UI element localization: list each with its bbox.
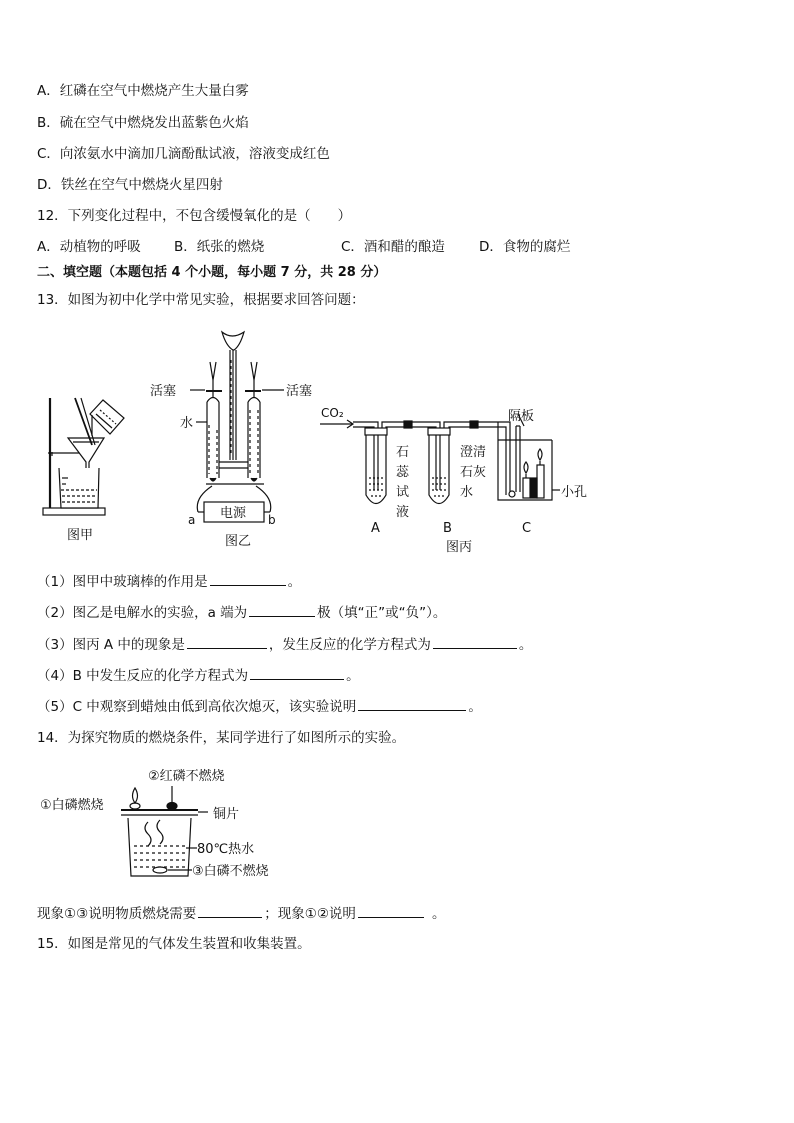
limewater-line-1: 澄清 bbox=[460, 445, 487, 460]
q12-options bbox=[37, 238, 570, 256]
q13-stem: 13．如图为初中化学中常见实验，根据要求回答问题： bbox=[37, 292, 365, 308]
q12-stem: 12．下列变化过程中，不包含缓慢氧化的是（ ） bbox=[37, 208, 352, 224]
power-label: 电源 bbox=[220, 506, 247, 521]
q12-option-b: B．纸张的燃烧 bbox=[174, 239, 265, 255]
q14-blank1[interactable] bbox=[198, 904, 262, 918]
red-p-label: ②红磷不燃烧 bbox=[148, 769, 225, 784]
stopcock-left-label: 活塞 bbox=[150, 384, 177, 399]
hot-water-label: 80℃热水 bbox=[197, 842, 255, 857]
co2-apparatus bbox=[320, 414, 560, 504]
q15-stem: 15．如图是常见的气体发生装置和收集装置。 bbox=[37, 936, 311, 952]
partition-label: 隔板 bbox=[508, 409, 535, 424]
limewater-line-2: 石灰 bbox=[460, 465, 487, 480]
q13-sub3 bbox=[37, 635, 532, 654]
fig-jia-caption: 图甲 bbox=[67, 528, 94, 543]
copper-label: 铜片 bbox=[213, 807, 240, 822]
white-p-water-label: ③白磷不燃烧 bbox=[192, 864, 269, 879]
q11-option-a: A．红磷在空气中燃烧产生大量白雾 bbox=[37, 83, 249, 99]
white-p-burning-label: ①白磷燃烧 bbox=[40, 798, 104, 813]
q13-sub1 bbox=[37, 572, 301, 591]
q13-sub5 bbox=[37, 697, 482, 716]
electrolysis-apparatus bbox=[190, 332, 284, 522]
litmus-char-3: 试 bbox=[396, 485, 410, 500]
q13-sub2-end: 极（填“正”或“负”）。 bbox=[317, 605, 447, 621]
q13-sub4-end: 。 bbox=[346, 668, 360, 684]
q13-sub3-blank2[interactable] bbox=[433, 635, 517, 649]
q13-sub3-end: 。 bbox=[518, 637, 533, 653]
q13-sub5-end: 。 bbox=[468, 699, 482, 715]
q13-sub3-blank1[interactable] bbox=[187, 635, 267, 649]
q13-sub5-text: （5）C 中观察到蜡烛由低到高依次熄灭，该实验说明 bbox=[37, 699, 357, 715]
water-label: 水 bbox=[180, 416, 194, 431]
beaker-c-label: C bbox=[522, 521, 532, 536]
co2-label: CO₂ bbox=[321, 406, 344, 420]
q13-sub4-text: （4）B 中发生反应的化学方程式为 bbox=[37, 668, 249, 684]
section-title: 二、填空题（本题包括 4 个小题，每小题 7 分，共 28 分） bbox=[37, 265, 387, 280]
q14-answer-end: 。 bbox=[431, 906, 446, 922]
q13-sub3-mid: ，发生反应的化学方程式为 bbox=[268, 637, 431, 653]
stopcock-right-label: 活塞 bbox=[286, 384, 313, 399]
q11-option-d: D．铁丝在空气中燃烧火星四射 bbox=[37, 177, 223, 193]
q13-sub5-blank[interactable] bbox=[358, 697, 466, 711]
q12-option-a: A．动植物的呼吸 bbox=[37, 239, 141, 255]
q11-option-c: C．向浓氨水中滴加几滴酚酞试液，溶液变成红色 bbox=[37, 146, 330, 162]
q14-answer-mid: ；现象①②说明 bbox=[264, 906, 356, 922]
end-a-label: a bbox=[188, 513, 196, 527]
q13-sub1-blank[interactable] bbox=[210, 572, 286, 586]
q12-option-c: C．酒和醋的酿造 bbox=[341, 239, 445, 255]
tube-a-label: A bbox=[371, 521, 380, 536]
q13-sub4-blank[interactable] bbox=[250, 666, 344, 680]
limewater-line-3: 水 bbox=[460, 485, 474, 500]
q14-figure bbox=[0, 760, 794, 885]
filtration-apparatus bbox=[43, 398, 124, 515]
q11-option-b: B．硫在空气中燃烧发出蓝紫色火焰 bbox=[37, 115, 249, 131]
q13-sub3-text: （3）图丙 A 中的现象是 bbox=[37, 637, 185, 653]
litmus-char-4: 液 bbox=[396, 505, 410, 520]
q14-answer bbox=[37, 904, 445, 923]
q13-figure bbox=[0, 318, 794, 563]
q14-blank2[interactable] bbox=[358, 904, 424, 918]
q13-sub4 bbox=[37, 666, 360, 685]
q13-sub1-text: （1）图甲中玻璃棒的作用是 bbox=[37, 574, 208, 590]
fig-bing-caption: 图丙 bbox=[446, 540, 473, 555]
end-b-label: b bbox=[268, 513, 276, 527]
litmus-char-2: 蕊 bbox=[396, 465, 410, 480]
fig-yi-caption: 图乙 bbox=[225, 534, 252, 549]
litmus-char-1: 石 bbox=[396, 445, 410, 460]
q14-stem: 14．为探究物质的燃烧条件，某同学进行了如图所示的实验。 bbox=[37, 730, 406, 746]
q14-answer-text: 现象①③说明物质燃烧需要 bbox=[37, 906, 197, 922]
q13-sub2 bbox=[37, 603, 446, 622]
tube-b-label: B bbox=[443, 521, 452, 536]
q12-option-d: D．食物的腐烂 bbox=[479, 239, 571, 255]
hole-label: 小孔 bbox=[561, 485, 588, 500]
q13-sub2-blank[interactable] bbox=[249, 603, 315, 617]
q13-sub2-text: （2）图乙是电解水的实验，a 端为 bbox=[37, 605, 248, 621]
q13-sub1-end: 。 bbox=[287, 574, 302, 590]
